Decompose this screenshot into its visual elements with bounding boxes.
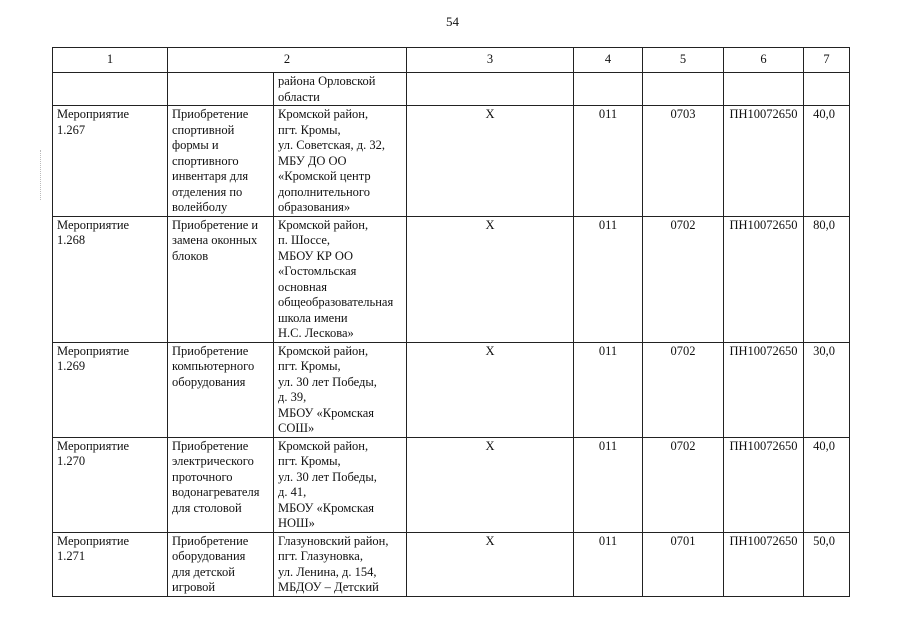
cell-col6: ПН10072650 bbox=[724, 216, 804, 342]
cell-col5 bbox=[643, 73, 724, 106]
cell-location: Кромской район, пгт. Кромы, ул. Советская, д. 32, МБУ ДО ОО «Кромской центр дополнительного образования» bbox=[274, 106, 407, 217]
cell-col4: 011 bbox=[574, 216, 643, 342]
cell-col6 bbox=[724, 73, 804, 106]
cell-col7: 30,0 bbox=[804, 342, 850, 437]
cell-col5: 0701 bbox=[643, 532, 724, 596]
header-col-6: 6 bbox=[724, 48, 804, 73]
cell-col4: 011 bbox=[574, 106, 643, 217]
header-col-3: 3 bbox=[407, 48, 574, 73]
header-col-2: 2 bbox=[168, 48, 407, 73]
header-col-7: 7 bbox=[804, 48, 850, 73]
table-row bbox=[53, 437, 850, 532]
cell-location: Кромской район, пгт. Кромы, ул. 30 лет Победы, д. 39, МБОУ «Кромская СОШ» bbox=[274, 342, 407, 437]
page-number: 54 bbox=[446, 14, 459, 29]
cell-col6: ПН10072650 bbox=[724, 437, 804, 532]
budget-table bbox=[52, 47, 850, 597]
cell-col5: 0702 bbox=[643, 437, 724, 532]
table-row bbox=[53, 342, 850, 437]
cell-col5: 0702 bbox=[643, 216, 724, 342]
cell-col3: Х bbox=[407, 106, 574, 217]
cell-location: Кромской район, п. Шоссе, МБОУ КР ОО «Гостомльская основная общеобразовательная школа имени Н.С. Лескова» bbox=[274, 216, 407, 342]
header-col-1: 1 bbox=[53, 48, 168, 73]
table-row bbox=[53, 216, 850, 342]
cell-id: Мероприятие 1.270 bbox=[53, 437, 168, 532]
cell-id: Мероприятие 1.271 bbox=[53, 532, 168, 596]
cell-id: Мероприятие 1.267 bbox=[53, 106, 168, 217]
cell-location: Кромской район, пгт. Кромы, ул. 30 лет Победы, д. 41, МБОУ «Кромская НОШ» bbox=[274, 437, 407, 532]
cell-col4: 011 bbox=[574, 437, 643, 532]
cell-col6: ПН10072650 bbox=[724, 106, 804, 217]
cell-col7: 50,0 bbox=[804, 532, 850, 596]
cell-col5: 0703 bbox=[643, 106, 724, 217]
cell-col7: 40,0 bbox=[804, 437, 850, 532]
cell-name: Приобретение оборудования для детской игровой bbox=[168, 532, 274, 596]
cell-location: района Орловской области bbox=[274, 73, 407, 106]
table-row bbox=[53, 532, 850, 596]
header-row bbox=[53, 48, 850, 73]
cell-id: Мероприятие 1.269 bbox=[53, 342, 168, 437]
cell-col4: 011 bbox=[574, 342, 643, 437]
cell-col3: Х bbox=[407, 216, 574, 342]
table-row bbox=[53, 106, 850, 217]
cell-name: Приобретение компьютерного оборудования bbox=[168, 342, 274, 437]
cell-col7: 40,0 bbox=[804, 106, 850, 217]
cell-col3 bbox=[407, 73, 574, 106]
scan-artifact bbox=[40, 150, 49, 200]
cell-col3: Х bbox=[407, 342, 574, 437]
cell-col5: 0702 bbox=[643, 342, 724, 437]
cell-col7 bbox=[804, 73, 850, 106]
cell-col7: 80,0 bbox=[804, 216, 850, 342]
cell-col6: ПН10072650 bbox=[724, 532, 804, 596]
cell-location: Глазуновский район, пгт. Глазуновка, ул. Ленина, д. 154, МБДОУ – Детский bbox=[274, 532, 407, 596]
cell-col4 bbox=[574, 73, 643, 106]
cell-name: Приобретение электрического проточного водонагревателя для столовой bbox=[168, 437, 274, 532]
header-col-4: 4 bbox=[574, 48, 643, 73]
cell-id bbox=[53, 73, 168, 106]
cell-col4: 011 bbox=[574, 532, 643, 596]
cell-name: Приобретение спортивной формы и спортивного инвентаря для отделения по волейболу bbox=[168, 106, 274, 217]
cell-name: Приобретение и замена оконных блоков bbox=[168, 216, 274, 342]
cell-col3: Х bbox=[407, 532, 574, 596]
cell-id: Мероприятие 1.268 bbox=[53, 216, 168, 342]
cell-col6: ПН10072650 bbox=[724, 342, 804, 437]
cell-name bbox=[168, 73, 274, 106]
cell-col3: Х bbox=[407, 437, 574, 532]
header-col-5: 5 bbox=[643, 48, 724, 73]
continuation-row bbox=[53, 73, 850, 106]
